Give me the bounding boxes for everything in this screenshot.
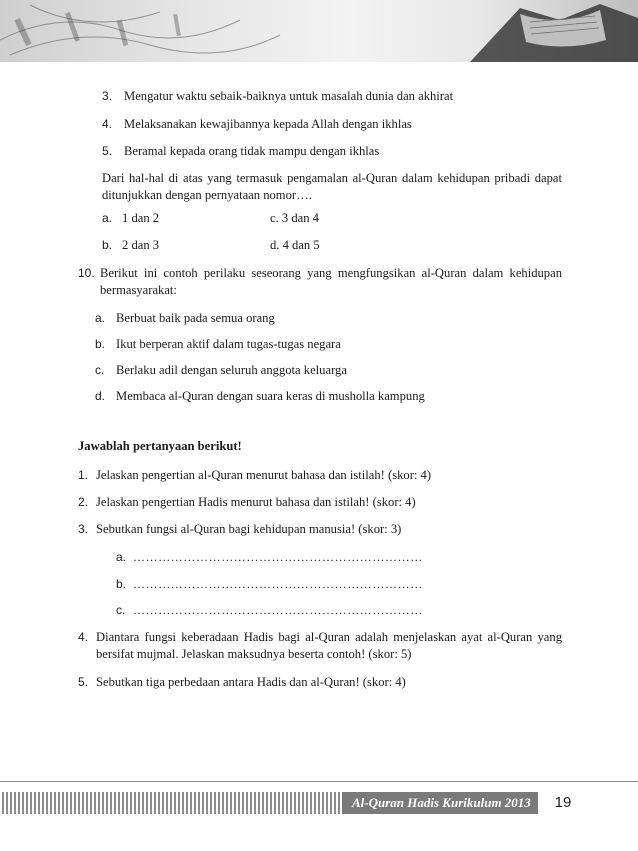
essay-question-text: Jelaskan pengertian al-Quran menurut bahasa dan istilah! (skor: 4) — [96, 468, 432, 482]
question-number: 1. — [78, 468, 89, 482]
page-number: 19 — [554, 794, 572, 811]
answer-blank: …………………………………………………………… — [133, 577, 423, 591]
option-text: Berlaku adil dengan seluruh anggota keluarga — [116, 363, 347, 377]
header-banner-image — [0, 0, 638, 62]
question-stem: Dari hal-hal di atas yang termasuk pengamalan al-Quran dalam kehidupan pribadi dapat — [102, 171, 562, 185]
option-letter: a. — [102, 211, 113, 225]
essay-question-text: Sebutkan fungsi al-Quran bagi kehidupan manusia! (skor: 3) — [96, 522, 402, 536]
question-number: 5. — [78, 675, 89, 689]
statement-text: Beramal kepada orang tidak mampu dengan ikhlas — [124, 144, 380, 158]
essay-question-text: Diantara fungsi keberadaan Hadis bagi al-Quran adalah menjelaskan ayat al-Quran yang — [96, 630, 562, 644]
answer-letter: b. — [116, 577, 127, 591]
option-letter: d. — [95, 389, 106, 403]
essay-question-text: Jelaskan pengertian Hadis menurut bahasa dan istilah! (skor: 4) — [96, 495, 416, 509]
answer-blank: …………………………………………………………… — [133, 603, 423, 617]
option-text: 1 dan 2 — [122, 211, 160, 225]
option-letter: b. — [95, 337, 106, 351]
option-letter: b. — [102, 238, 113, 252]
option-text: c. 3 dan 4 — [270, 211, 319, 225]
answer-letter: a. — [116, 550, 127, 564]
question-stem-continued: ditunjukkan dengan pernyataan nomor…. — [102, 188, 312, 202]
option-text: Berbuat baik pada semua orang — [116, 311, 275, 325]
question-number: 2. — [78, 495, 89, 509]
item-number: 5. — [102, 144, 113, 158]
question-text-continued: bermasyarakat: — [100, 283, 177, 297]
item-number: 3. — [102, 89, 113, 103]
option-text: Membaca al-Quran dengan suara keras di musholla kampung — [116, 389, 425, 403]
option-letter: c. — [95, 363, 105, 377]
option-letter: a. — [95, 311, 106, 325]
statement-text: Melaksanakan kewajibannya kepada Allah dengan ikhlas — [124, 117, 412, 131]
option-text: 2 dan 3 — [122, 238, 160, 252]
section-heading: Jawablah pertanyaan berikut! — [78, 439, 242, 453]
essay-question-text: Sebutkan tiga perbedaan antara Hadis dan al-Quran! (skor: 4) — [96, 675, 406, 689]
essay-question-text-continued: bersifat mujmal. Jelaskan maksudnya beserta contoh! (skor: 5) — [96, 647, 412, 661]
option-text: Ikut berperan aktif dalam tugas-tugas negara — [116, 337, 341, 351]
statement-text: Mengatur waktu sebaik-baiknya untuk masalah dunia dan akhirat — [124, 89, 454, 103]
question-number: 3. — [78, 522, 89, 536]
answer-blank: …………………………………………………………… — [133, 550, 423, 564]
item-number: 4. — [102, 117, 113, 131]
question-number: 4. — [78, 630, 89, 644]
book-pages-illustration — [0, 0, 638, 62]
question-number: 10. — [78, 266, 95, 280]
book-title: Al-Quran Hadis Kurikulum 2013 — [352, 795, 531, 810]
answer-letter: c. — [116, 603, 126, 617]
footer-divider — [0, 781, 638, 782]
option-text: d. 4 dan 5 — [270, 238, 320, 252]
question-text: Berikut ini contoh perilaku seseorang yang mengfungsikan al-Quran dalam kehidupan — [100, 266, 562, 280]
